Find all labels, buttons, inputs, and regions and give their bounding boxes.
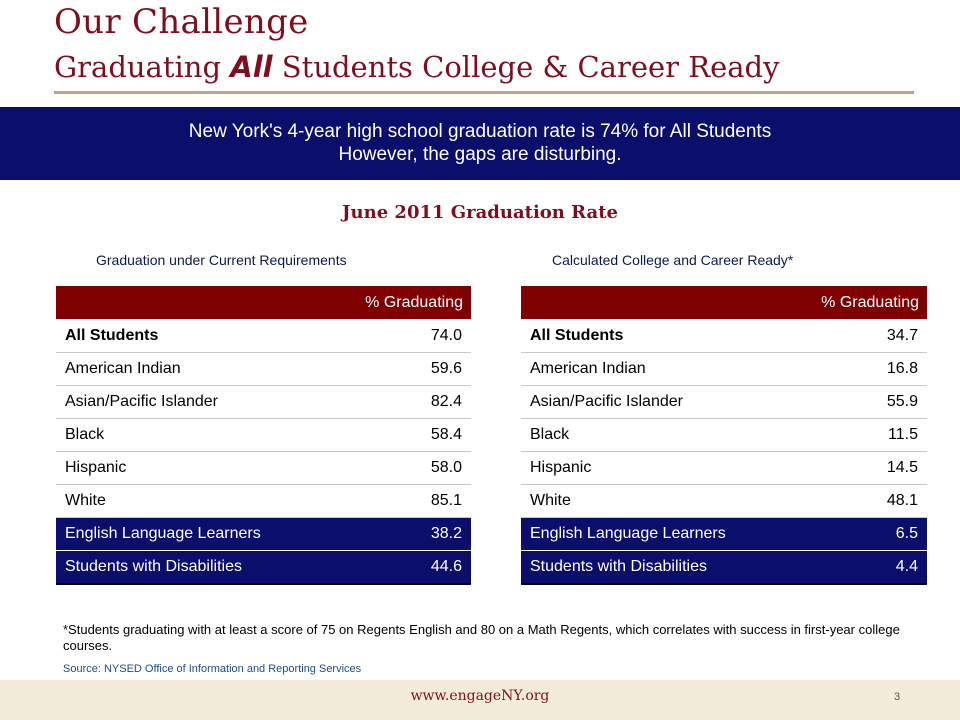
subtitle-emphasis: All (230, 50, 273, 84)
table-row (521, 320, 927, 353)
table-header-row (521, 286, 927, 320)
column-header: % Graduating (521, 286, 927, 320)
table-row (56, 485, 471, 518)
slide-title: Our Challenge (54, 2, 309, 42)
table-row (521, 353, 927, 386)
footnote: *Students graduating with at least a score of 75 on Regents English and 80 on a Math Regents, which correlates with success in first-year college courses. (63, 622, 900, 653)
subtitle-after: Students College & Career Ready (272, 50, 780, 84)
banner-line-2: However, the gaps are disturbing. (338, 144, 622, 165)
slide-subtitle (54, 50, 779, 84)
row-label: English Language Learners (521, 518, 826, 551)
column-header: % Graduating (56, 286, 471, 320)
row-label: Students with Disabilities (521, 551, 826, 585)
row-value: 82.4 (367, 386, 471, 419)
row-value: 34.7 (826, 320, 928, 353)
row-value: 55.9 (826, 386, 928, 419)
row-value: 44.6 (367, 551, 471, 585)
row-value: 38.2 (367, 518, 471, 551)
row-label: Hispanic (521, 452, 826, 485)
table-row (56, 353, 471, 386)
table-row (521, 452, 927, 485)
row-value: 14.5 (826, 452, 928, 485)
row-label: Students with Disabilities (56, 551, 367, 585)
row-label: White (56, 485, 367, 518)
table-subtitle-current: Graduation under Current Requirements (96, 252, 347, 268)
footer-url[interactable]: www.engageNY.org (410, 688, 550, 704)
row-value: 11.5 (826, 419, 928, 452)
row-value: 58.0 (367, 452, 471, 485)
table-row (56, 419, 471, 452)
title-divider (54, 91, 914, 94)
table-subtitle-ccr: Calculated College and Career Ready* (552, 252, 794, 268)
row-label: White (521, 485, 826, 518)
current-requirements-table (56, 286, 471, 585)
table-row (56, 386, 471, 419)
chart-title: June 2011 Graduation Rate (342, 202, 618, 223)
row-label: All Students (56, 320, 367, 353)
subtitle-before: Graduating (54, 50, 231, 84)
row-value: 48.1 (826, 485, 928, 518)
table-row (521, 386, 927, 419)
row-value: 74.0 (367, 320, 471, 353)
row-label: Asian/Pacific Islander (56, 386, 367, 419)
row-label: All Students (521, 320, 826, 353)
banner-line-1: New York's 4-year high school graduation rate is 74% for All Students (188, 121, 772, 142)
table-row (521, 419, 927, 452)
row-value: 85.1 (367, 485, 471, 518)
table-row (56, 320, 471, 353)
row-value: 6.5 (826, 518, 928, 551)
row-value: 4.4 (826, 551, 928, 585)
summary-banner (0, 107, 960, 180)
row-label: Asian/Pacific Islander (521, 386, 826, 419)
table-row-highlighted (521, 551, 927, 585)
row-value: 16.8 (826, 353, 928, 386)
table-header-row (56, 286, 471, 320)
row-label: English Language Learners (56, 518, 367, 551)
row-label: Hispanic (56, 452, 367, 485)
row-value: 58.4 (367, 419, 471, 452)
table-row-highlighted (56, 518, 471, 551)
college-career-ready-table (521, 286, 927, 585)
page-number: 3 (894, 691, 901, 703)
row-label: American Indian (521, 353, 826, 386)
row-value: 59.6 (367, 353, 471, 386)
table-row-highlighted (56, 551, 471, 585)
source-note: Source: NYSED Office of Information and Reporting Services (63, 663, 362, 675)
table-row-highlighted (521, 518, 927, 551)
row-label: Black (56, 419, 367, 452)
table-row (56, 452, 471, 485)
row-label: American Indian (56, 353, 367, 386)
row-label: Black (521, 419, 826, 452)
table-row (521, 485, 927, 518)
